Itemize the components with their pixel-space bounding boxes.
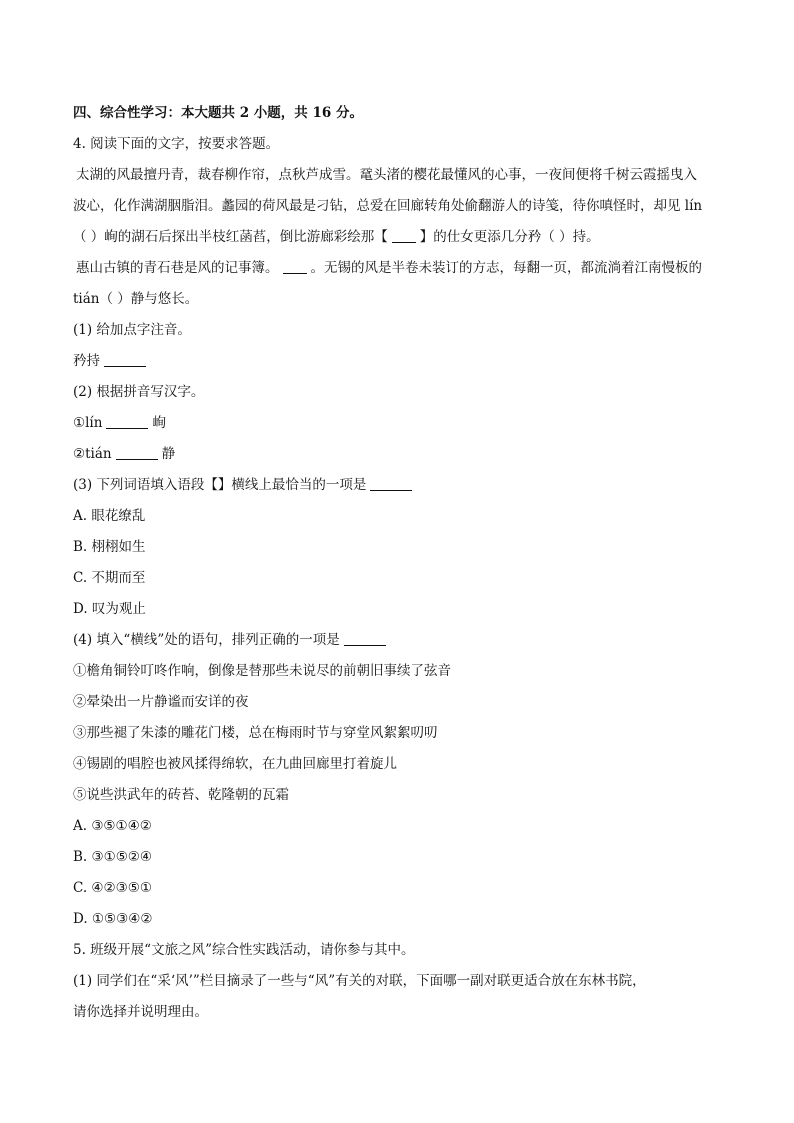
document-page: [73, 98, 728, 1028]
item-text: ①lín: [73, 415, 103, 431]
passage-text: 】的仕女更添几分矜（ ）持。: [419, 229, 600, 245]
sub-question-3-label: [73, 470, 728, 501]
question-5-sub-1: 请你选择并说明理由。: [73, 1004, 208, 1020]
option-item: A. 眼花缭乱: [73, 508, 146, 524]
question-4-stem: 4. 阅读下面的文字，按要求答题。: [73, 136, 280, 152]
option-item: D. ①⑤③④②: [73, 911, 153, 927]
option-item: D. 叹为观止: [73, 601, 146, 617]
sentence-item: ④锡剧的唱腔也被风揉得绵软，在九曲回廊里打着旋儿: [73, 756, 397, 772]
passage-text: （ ）峋的湖石后探出半枝红菡萏，倒比游廊彩绘那【: [73, 229, 388, 245]
question-5-stem: 5. 班级开展“文旅之风”综合性实践活动，请你参与其中。: [73, 942, 415, 958]
passage-line: 波心，化作满湖胭脂泪。蠡园的荷风最是刁钻，总爱在回廊转角处偷翻游人的诗笺，待你嗔怪时，却见 lín: [73, 198, 703, 214]
passage-line: tián（ ）静与悠长。: [73, 291, 199, 307]
option-item: C. 不期而至: [73, 570, 146, 586]
answer-blank[interactable]: [106, 414, 148, 429]
answer-blank[interactable]: [392, 228, 416, 243]
item-text: (4) 填入“横线”处的语句，排列正确的一项是: [73, 632, 340, 648]
answer-blank[interactable]: [370, 476, 412, 491]
passage-line: 太湖的风最擅丹青，裁春柳作帘，点秋芦成雪。鼋头渚的樱花最懂风的心事，一夜间便将千树云霞摇曳入: [76, 167, 697, 183]
passage-line: [73, 222, 728, 253]
answer-blank[interactable]: [344, 631, 386, 646]
passage-text: 惠山古镇的青石巷是风的记事簿。: [76, 260, 279, 276]
sub-question-1-item: [73, 346, 728, 377]
answer-blank[interactable]: [116, 445, 158, 460]
item-text: ②tián: [73, 446, 112, 462]
answer-blank[interactable]: [104, 352, 146, 367]
sentence-item: ①檐角铜铃叮咚作响，倒像是替那些未说尽的前朝旧事续了弦音: [73, 663, 451, 679]
section-title: 四、综合性学习：本大题共 2 小题，共 16 分。: [73, 105, 363, 121]
option-item: B. ③①⑤②④: [73, 849, 153, 865]
item-text: (3) 下列词语填入语段【】横线上最恰当的一项是: [73, 477, 367, 493]
passage-text: 。无锡的风是半卷未装订的方志，每翻一页，都流淌着江南慢板的: [310, 260, 702, 276]
sub-question-2-item-2: [73, 439, 728, 470]
sub-question-1-label: (1) 给加点字注音。: [73, 322, 191, 338]
option-item: A. ③⑤①④②: [73, 818, 152, 834]
item-text: 静: [161, 446, 176, 462]
question-5-sub-1: (1) 同学们在“采‘风’”栏目摘录了一些与“风”有关的对联，下面哪一副对联更适合放在东林书院，: [73, 973, 646, 989]
item-text: 矜持: [73, 353, 100, 369]
item-text: 峋: [152, 415, 166, 431]
sub-question-2-item-1: [73, 408, 728, 439]
sentence-item: ⑤说些洪武年的砖苔、乾隆朝的瓦霜: [73, 787, 289, 803]
option-item: B. 栩栩如生: [73, 539, 146, 555]
sub-question-2-label: (2) 根据拼音写汉字。: [73, 384, 205, 400]
answer-blank[interactable]: [283, 259, 307, 274]
sub-question-4-label: [73, 625, 728, 656]
sentence-item: ③那些褪了朱漆的雕花门楼，总在梅雨时节与穿堂风絮絮叨叨: [73, 725, 438, 741]
option-item: C. ④②③⑤①: [73, 880, 152, 896]
passage-line: [73, 253, 728, 284]
sentence-item: ②晕染出一片静谧而安详的夜: [73, 694, 249, 710]
